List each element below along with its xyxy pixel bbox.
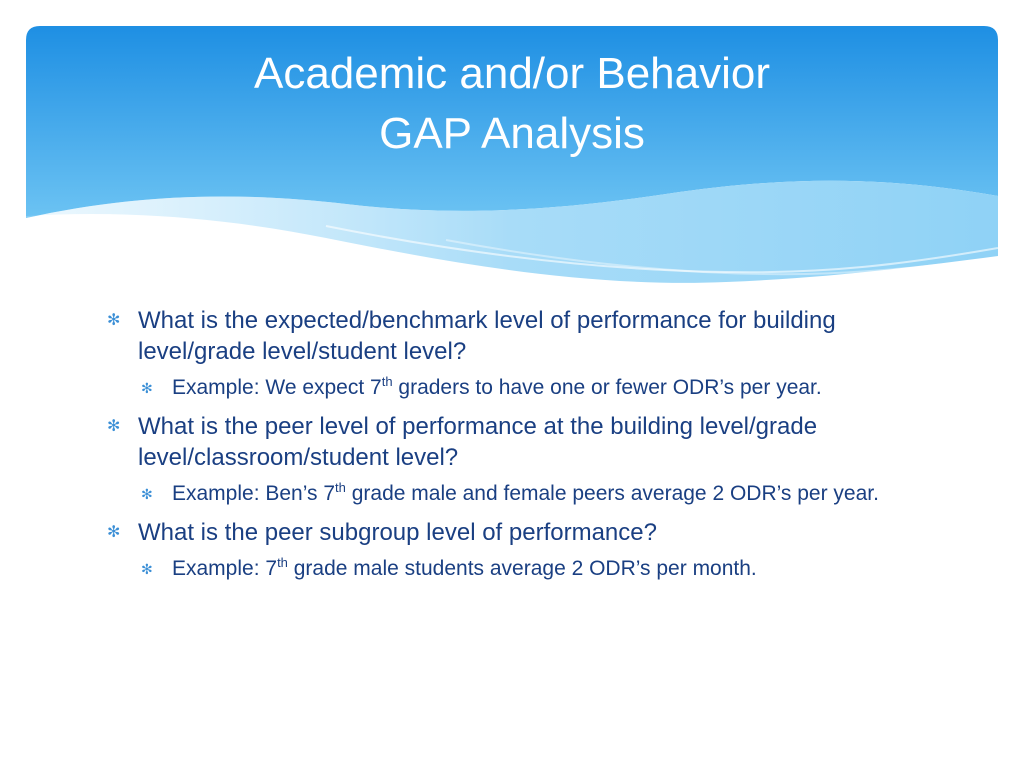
bullet-item — [105, 517, 925, 548]
sub-bullet-text-before: Example: 7 — [172, 557, 278, 580]
sub-bullet-item — [105, 554, 925, 584]
asterisk-bullet-icon: ✻ — [141, 561, 153, 577]
asterisk-bullet-icon: ✻ — [107, 418, 121, 435]
sub-bullet-item — [105, 373, 925, 403]
title-line-1: Academic and/or Behavior — [253, 49, 771, 98]
sub-bullet-text-before: Example: We expect 7 — [172, 376, 382, 399]
bullet-text: What is the peer subgroup level of performance? — [138, 519, 657, 546]
ordinal-suffix: th — [277, 555, 288, 570]
asterisk-bullet-icon: ✻ — [141, 380, 153, 396]
sub-bullet-text-before: Example: Ben’s 7 — [172, 482, 336, 505]
bullet-item — [105, 305, 925, 367]
sub-bullet-text-after: grade male and female peers average 2 ODR’s per year. — [345, 482, 879, 505]
bullet-text: What is the peer level of performance at the building level/grade level/classroom/student level? — [138, 413, 818, 471]
title-line-2: GAP Analysis — [379, 109, 645, 158]
bullet-item — [105, 411, 925, 473]
sub-bullet-text-after: grade male students average 2 ODR’s per month. — [287, 557, 757, 580]
bullet-list — [105, 305, 925, 592]
asterisk-bullet-icon: ✻ — [107, 312, 121, 329]
bullet-text: What is the expected/benchmark level of performance for building level/grade level/student level? — [138, 307, 836, 365]
sub-bullet-item — [105, 479, 925, 509]
slide-title — [0, 44, 1024, 164]
ordinal-suffix: th — [335, 480, 346, 495]
asterisk-bullet-icon: ✻ — [141, 486, 153, 502]
asterisk-bullet-icon: ✻ — [107, 524, 121, 541]
ordinal-suffix: th — [381, 374, 393, 389]
sub-bullet-text-after: graders to have one or fewer ODR’s per year. — [392, 376, 822, 399]
